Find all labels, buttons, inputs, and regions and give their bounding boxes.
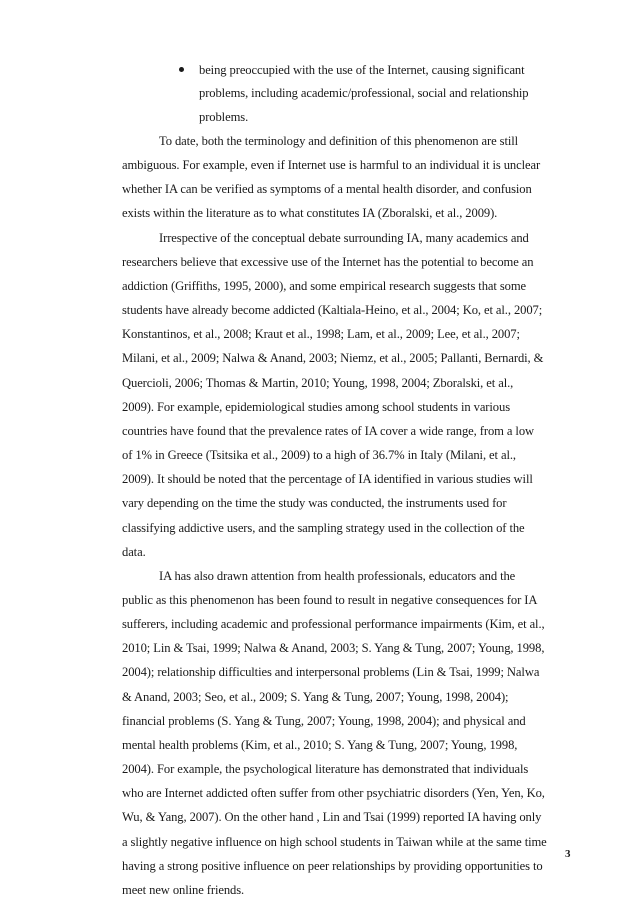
bullet-text: being preoccupied with the use of the Internet, causing significant problems, including academic/professional, social and relationship problems. bbox=[199, 63, 529, 124]
paragraph-conceptual-debate: Irrespective of the conceptual debate surrounding IA, many academics and researchers believe that excessive use of the Internet has the potential to become an addiction (Griffiths, 1995, 2000), and some empirical research suggests that some students have already become addicted (Kaltiala-Heino, et al., 2004; Ko, et al., 2007; Konstantinos, et al., 2008; Kraut et al., 1998; Lam, et al., 2009; Lee, et al., 2007; Milani, et al., 2009; Nalwa & Anand, 2003; Niemz, et al., 2005; Pallanti, Bernardi, & Quercioli, 2006; Thomas & Martin, 2010; Young, 1998, 2004; Zboralski, et al., 2009). For example, epidemiological studies among school students in various countries have found that the prevalence rates of IA cover a wide range, from a low of 1% in Greece (Tsitsika et al., 2009) to a high of 36.7% in Italy (Milani, et al., 2009). It should be noted that the percentage of IA identified in various studies will vary depending on the time the study was conducted, the instruments used for classifying addictive users, and the sampling strategy used in the collection of the data. bbox=[122, 230, 544, 559]
body-text bbox=[122, 129, 547, 902]
page-number: 3 bbox=[565, 848, 571, 860]
bullet-item bbox=[182, 59, 572, 129]
paragraph-health-consequences: IA has also drawn attention from health professionals, educators and the public as this phenomenon has been found to result in negative consequences for IA sufferers, including academic and professional performance impairments (Kim, et al., 2010; Lin & Tsai, 1999; Nalwa & Anand, 2003; S. Yang & Tung, 2007; Young, 1998, 2004); relationship difficulties and interpersonal problems (Lin & Tsai, 1999; Nalwa & Anand, 2003; Seo, et al., 2009; S. Yang & Tung, 2007; Young, 1998, 2004); financial problems (S. Yang & Tung, 2007; Young, 1998, 2004); and physical and mental health problems (Kim, et al., 2010; S. Yang & Tung, 2007; Young, 1998, 2004). For example, the psychological literature has demonstrated that individuals who are Internet addicted often suffer from other psychiatric disorders (Yen, Yen, Ko, Wu, & Yang, 2007). On the other hand , Lin and Tsai (1999) reported IA having only a slightly negative influence on high school students in Taiwan while at the same time having a strong positive influence on peer relationships by providing opportunities to meet new online friends. bbox=[122, 568, 547, 897]
bullet-dot-icon bbox=[179, 67, 184, 72]
bullet-list bbox=[182, 59, 572, 129]
paragraph-terminology: To date, both the terminology and definition of this phenomenon are still ambiguous. For example, even if Internet use is harmful to an individual it is unclear whether IA can be verified as symptoms of a mental health disorder, and confusion exists within the literature as to what constitutes IA (Zboralski, et al., 2009). bbox=[122, 134, 541, 221]
